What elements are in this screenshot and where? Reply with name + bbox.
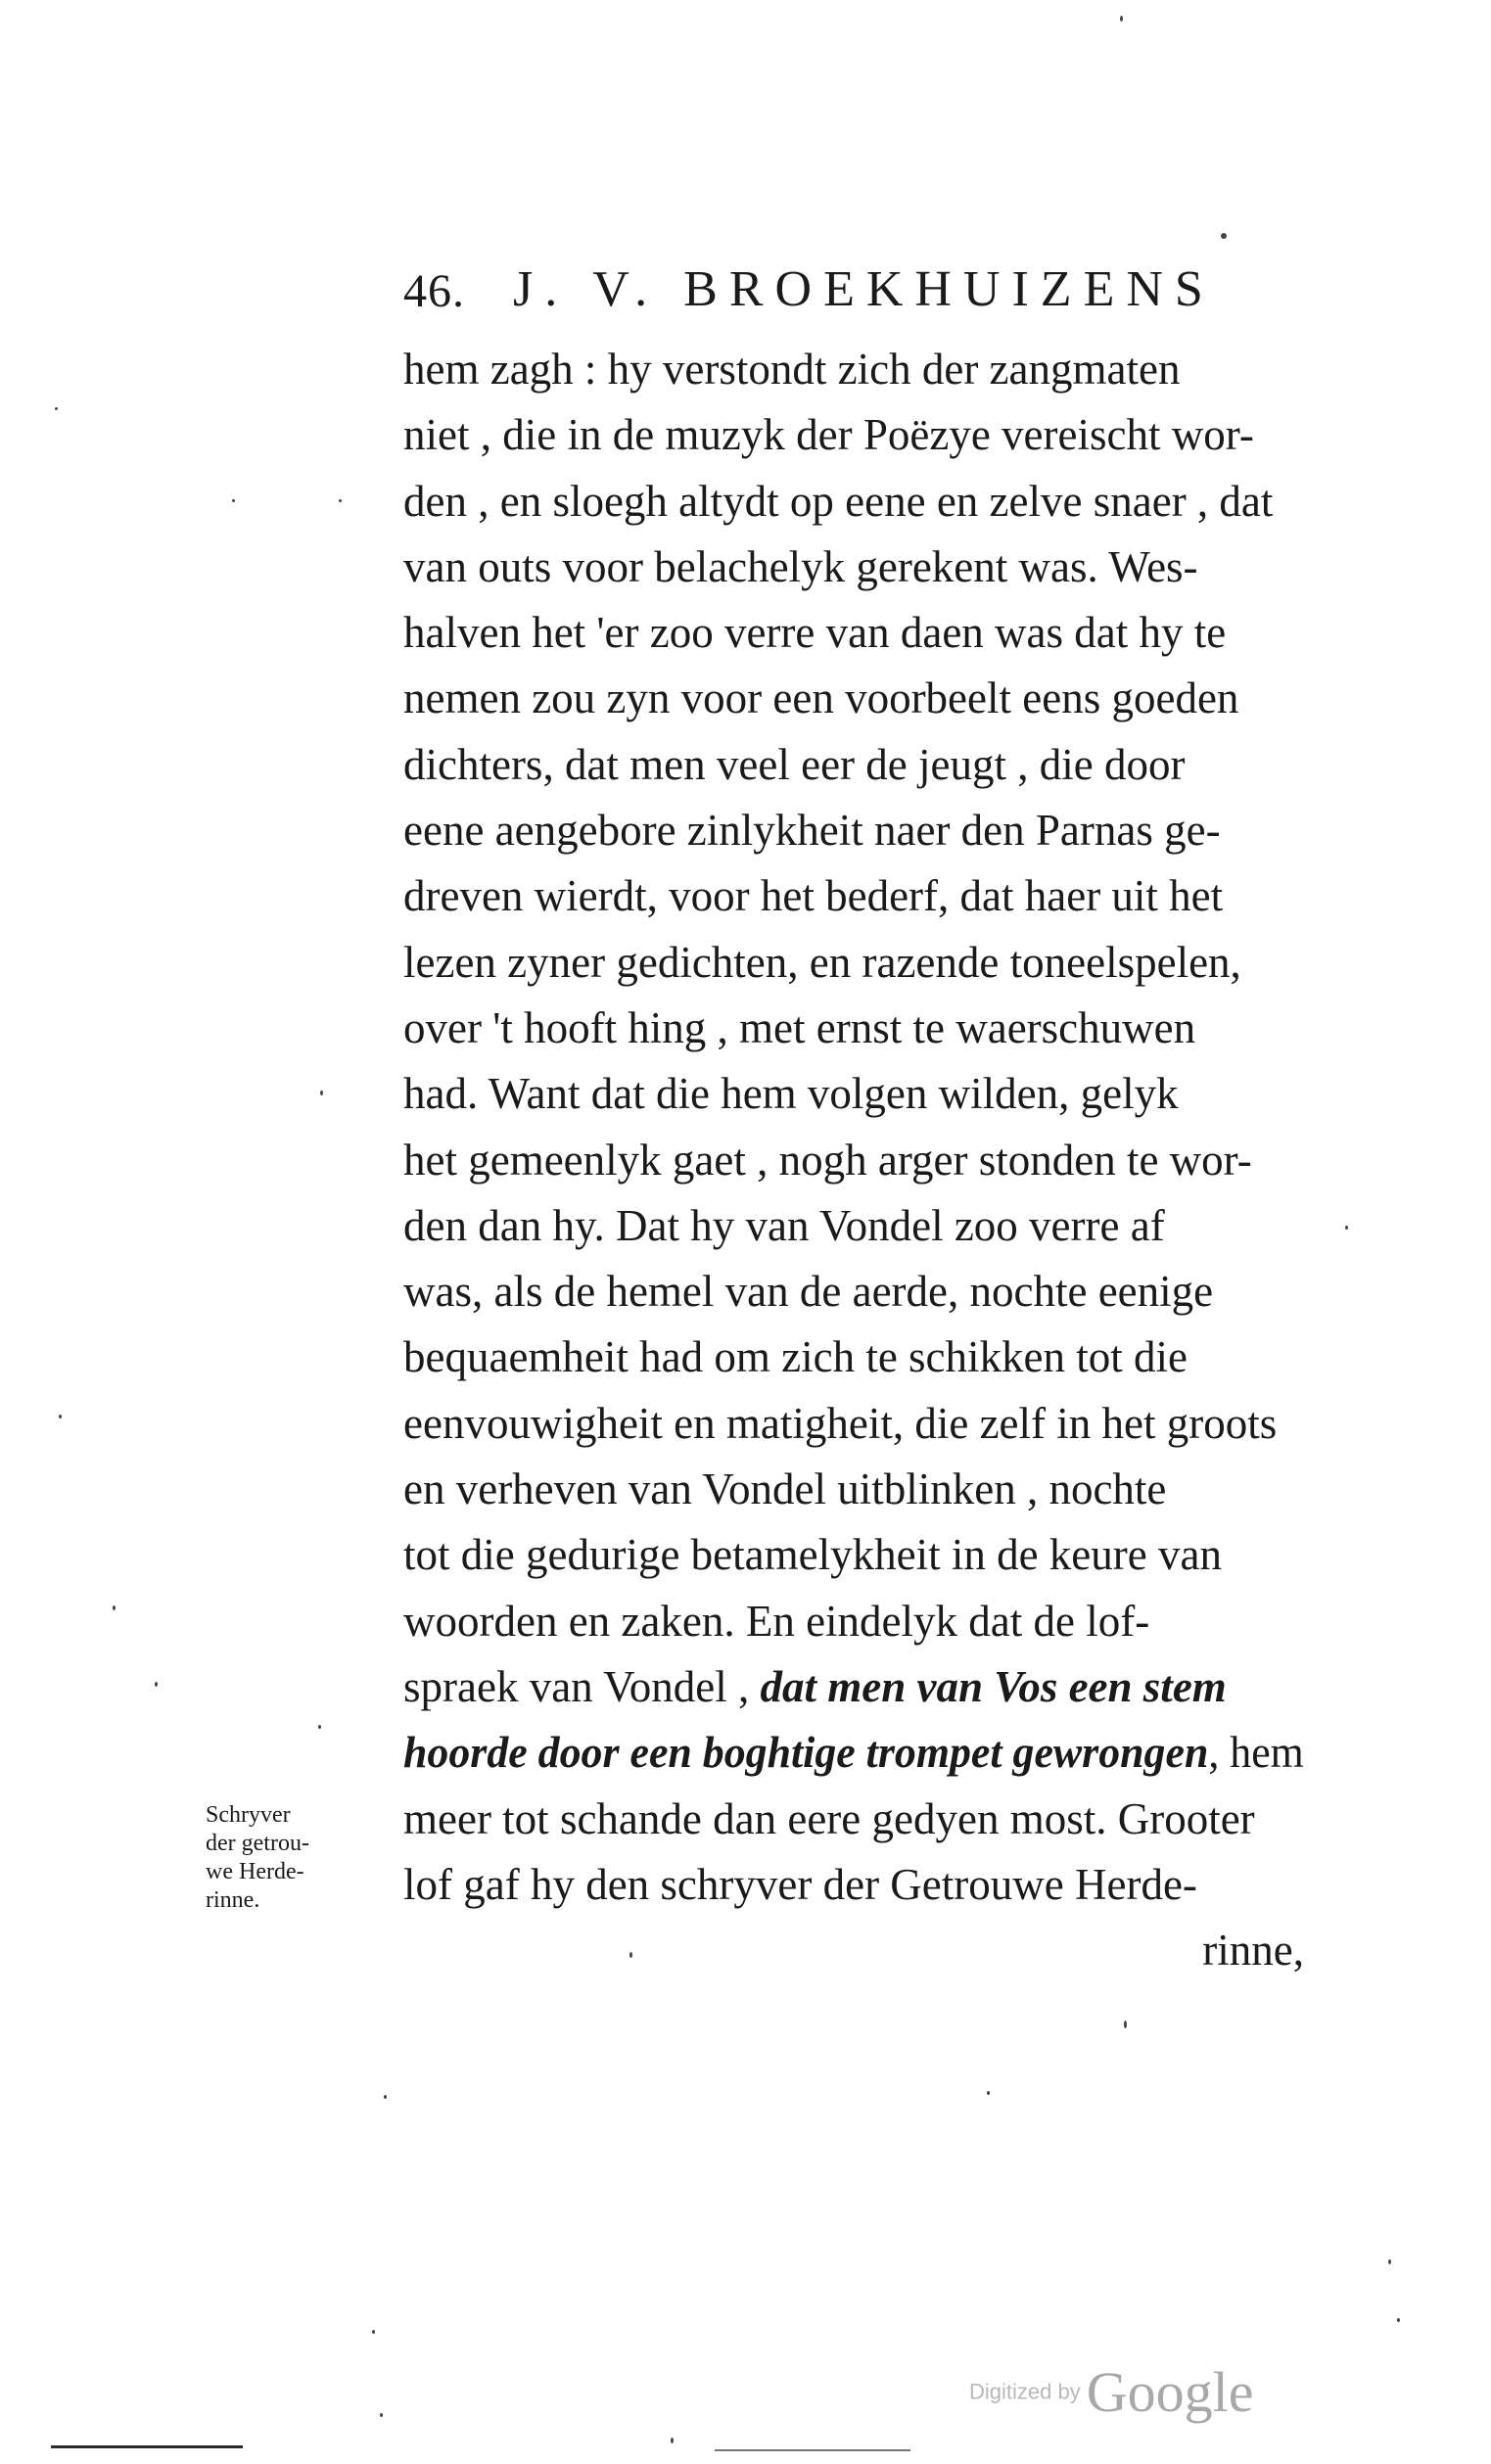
- text-line: dichters, dat men veel eer de jeugt , die door: [403, 739, 1186, 789]
- paper-speck: [59, 1415, 62, 1418]
- margin-note-line: rinne.: [206, 1887, 260, 1913]
- roman-run: spraek van Vondel ,: [403, 1661, 761, 1711]
- text-line: van outs voor belachelyk gerekent was. Wes-: [403, 541, 1198, 591]
- paper-speck: [113, 1605, 116, 1610]
- catchword: rinne,: [1202, 1926, 1304, 1976]
- paper-speck: [384, 2095, 387, 2099]
- margin-note-line: Schryver: [206, 1802, 291, 1828]
- paper-speck: [1388, 2259, 1391, 2264]
- paper-speck: [372, 2330, 375, 2334]
- text-line: niet , die in de muzyk der Poëzye vereischt wor-: [403, 410, 1254, 460]
- text-line-mixed: [403, 1720, 1304, 1786]
- paper-speck: [380, 2413, 383, 2417]
- paper-speck: [1345, 1226, 1348, 1230]
- paper-speck: [155, 1682, 158, 1687]
- paper-speck: [318, 1725, 321, 1729]
- text-line: eenvouwigheit en matigheit, die zelf in het groots: [403, 1398, 1278, 1448]
- page-number: 46.: [403, 265, 465, 317]
- text-line: eene aengebore zinlykheit naer den Parnas ge-: [403, 806, 1221, 856]
- digitized-watermark: [969, 2359, 1253, 2425]
- text-line: den dan hy. Dat hy van Vondel zoo verre af: [403, 1200, 1165, 1250]
- paper-speck: [1120, 16, 1123, 22]
- margin-note-line: we Herde-: [206, 1859, 304, 1884]
- text-line-mixed: [403, 1654, 1304, 1720]
- roman-run: , hem: [1208, 1728, 1304, 1778]
- paper-speck: [320, 1091, 323, 1095]
- paper-speck: [671, 2438, 674, 2443]
- text-line: dreven wierdt, voor het bederf, dat haer uit het: [403, 871, 1224, 921]
- text-line: en verheven van Vondel uitblinken , nochte: [403, 1464, 1167, 1514]
- italic-quote: hoorde door een boghtige trompet gewrongen: [403, 1728, 1209, 1778]
- paper-speck: [629, 1952, 632, 1958]
- margin-note: [206, 1801, 392, 1915]
- text-line: woorden en zaken. En eindelyk dat de lof-: [403, 1596, 1150, 1646]
- paper-speck: [1124, 2021, 1127, 2028]
- text-line: was, als de hemel van de aerde, nochte eenige: [403, 1267, 1214, 1317]
- text-line: bequaemheit had om zich te schikken tot die: [403, 1332, 1188, 1382]
- text-line: had. Want dat die hem volgen wilden, gelyk: [403, 1069, 1179, 1119]
- text-line: halven het 'er zoo verre van daen was dat hy te: [403, 608, 1227, 658]
- text-line: het gemeenlyk gaet , nogh arger stonden te wor-: [403, 1135, 1252, 1185]
- bottom-edge-mark: [715, 2449, 910, 2451]
- text-line: lof gaf hy den schryver der Getrouwe Herde-: [403, 1859, 1197, 1909]
- text-line: den , en sloegh altydt op eene en zelve snaer , dat: [403, 476, 1274, 526]
- running-title: J. V. BROEKHUIZENS: [513, 261, 1215, 317]
- text-line: nemen zou zyn voor een voorbeelt eens goeden: [403, 674, 1239, 723]
- paper-speck: [1221, 233, 1227, 239]
- paper-speck: [1397, 2318, 1400, 2322]
- text-line: lezen zyner gedichten, en razende toneelspelen,: [403, 937, 1241, 987]
- italic-quote: dat men van Vos een stem: [760, 1661, 1227, 1711]
- text-line: over 't hooft hing , met ernst te waerschuwen: [403, 1002, 1196, 1052]
- watermark-prefix: Digitized by: [969, 2379, 1081, 2404]
- running-head: [403, 256, 1216, 325]
- text-line: tot die gedurige betamelykheit in de keure van: [403, 1530, 1222, 1580]
- bottom-edge-mark: [51, 2445, 243, 2448]
- paper-speck: [55, 407, 58, 410]
- paper-speck: [232, 499, 235, 502]
- text-line: meer tot schande dan eere gedyen most. Grooter: [403, 1793, 1255, 1843]
- paper-speck: [987, 2091, 990, 2095]
- body-text: [403, 337, 1304, 1983]
- watermark-brand: Google: [1086, 2360, 1254, 2424]
- paper-speck: [339, 499, 342, 502]
- margin-note-line: der getrou-: [206, 1831, 309, 1856]
- text-line: hem zagh : hy verstondt zich der zangmaten: [403, 345, 1181, 394]
